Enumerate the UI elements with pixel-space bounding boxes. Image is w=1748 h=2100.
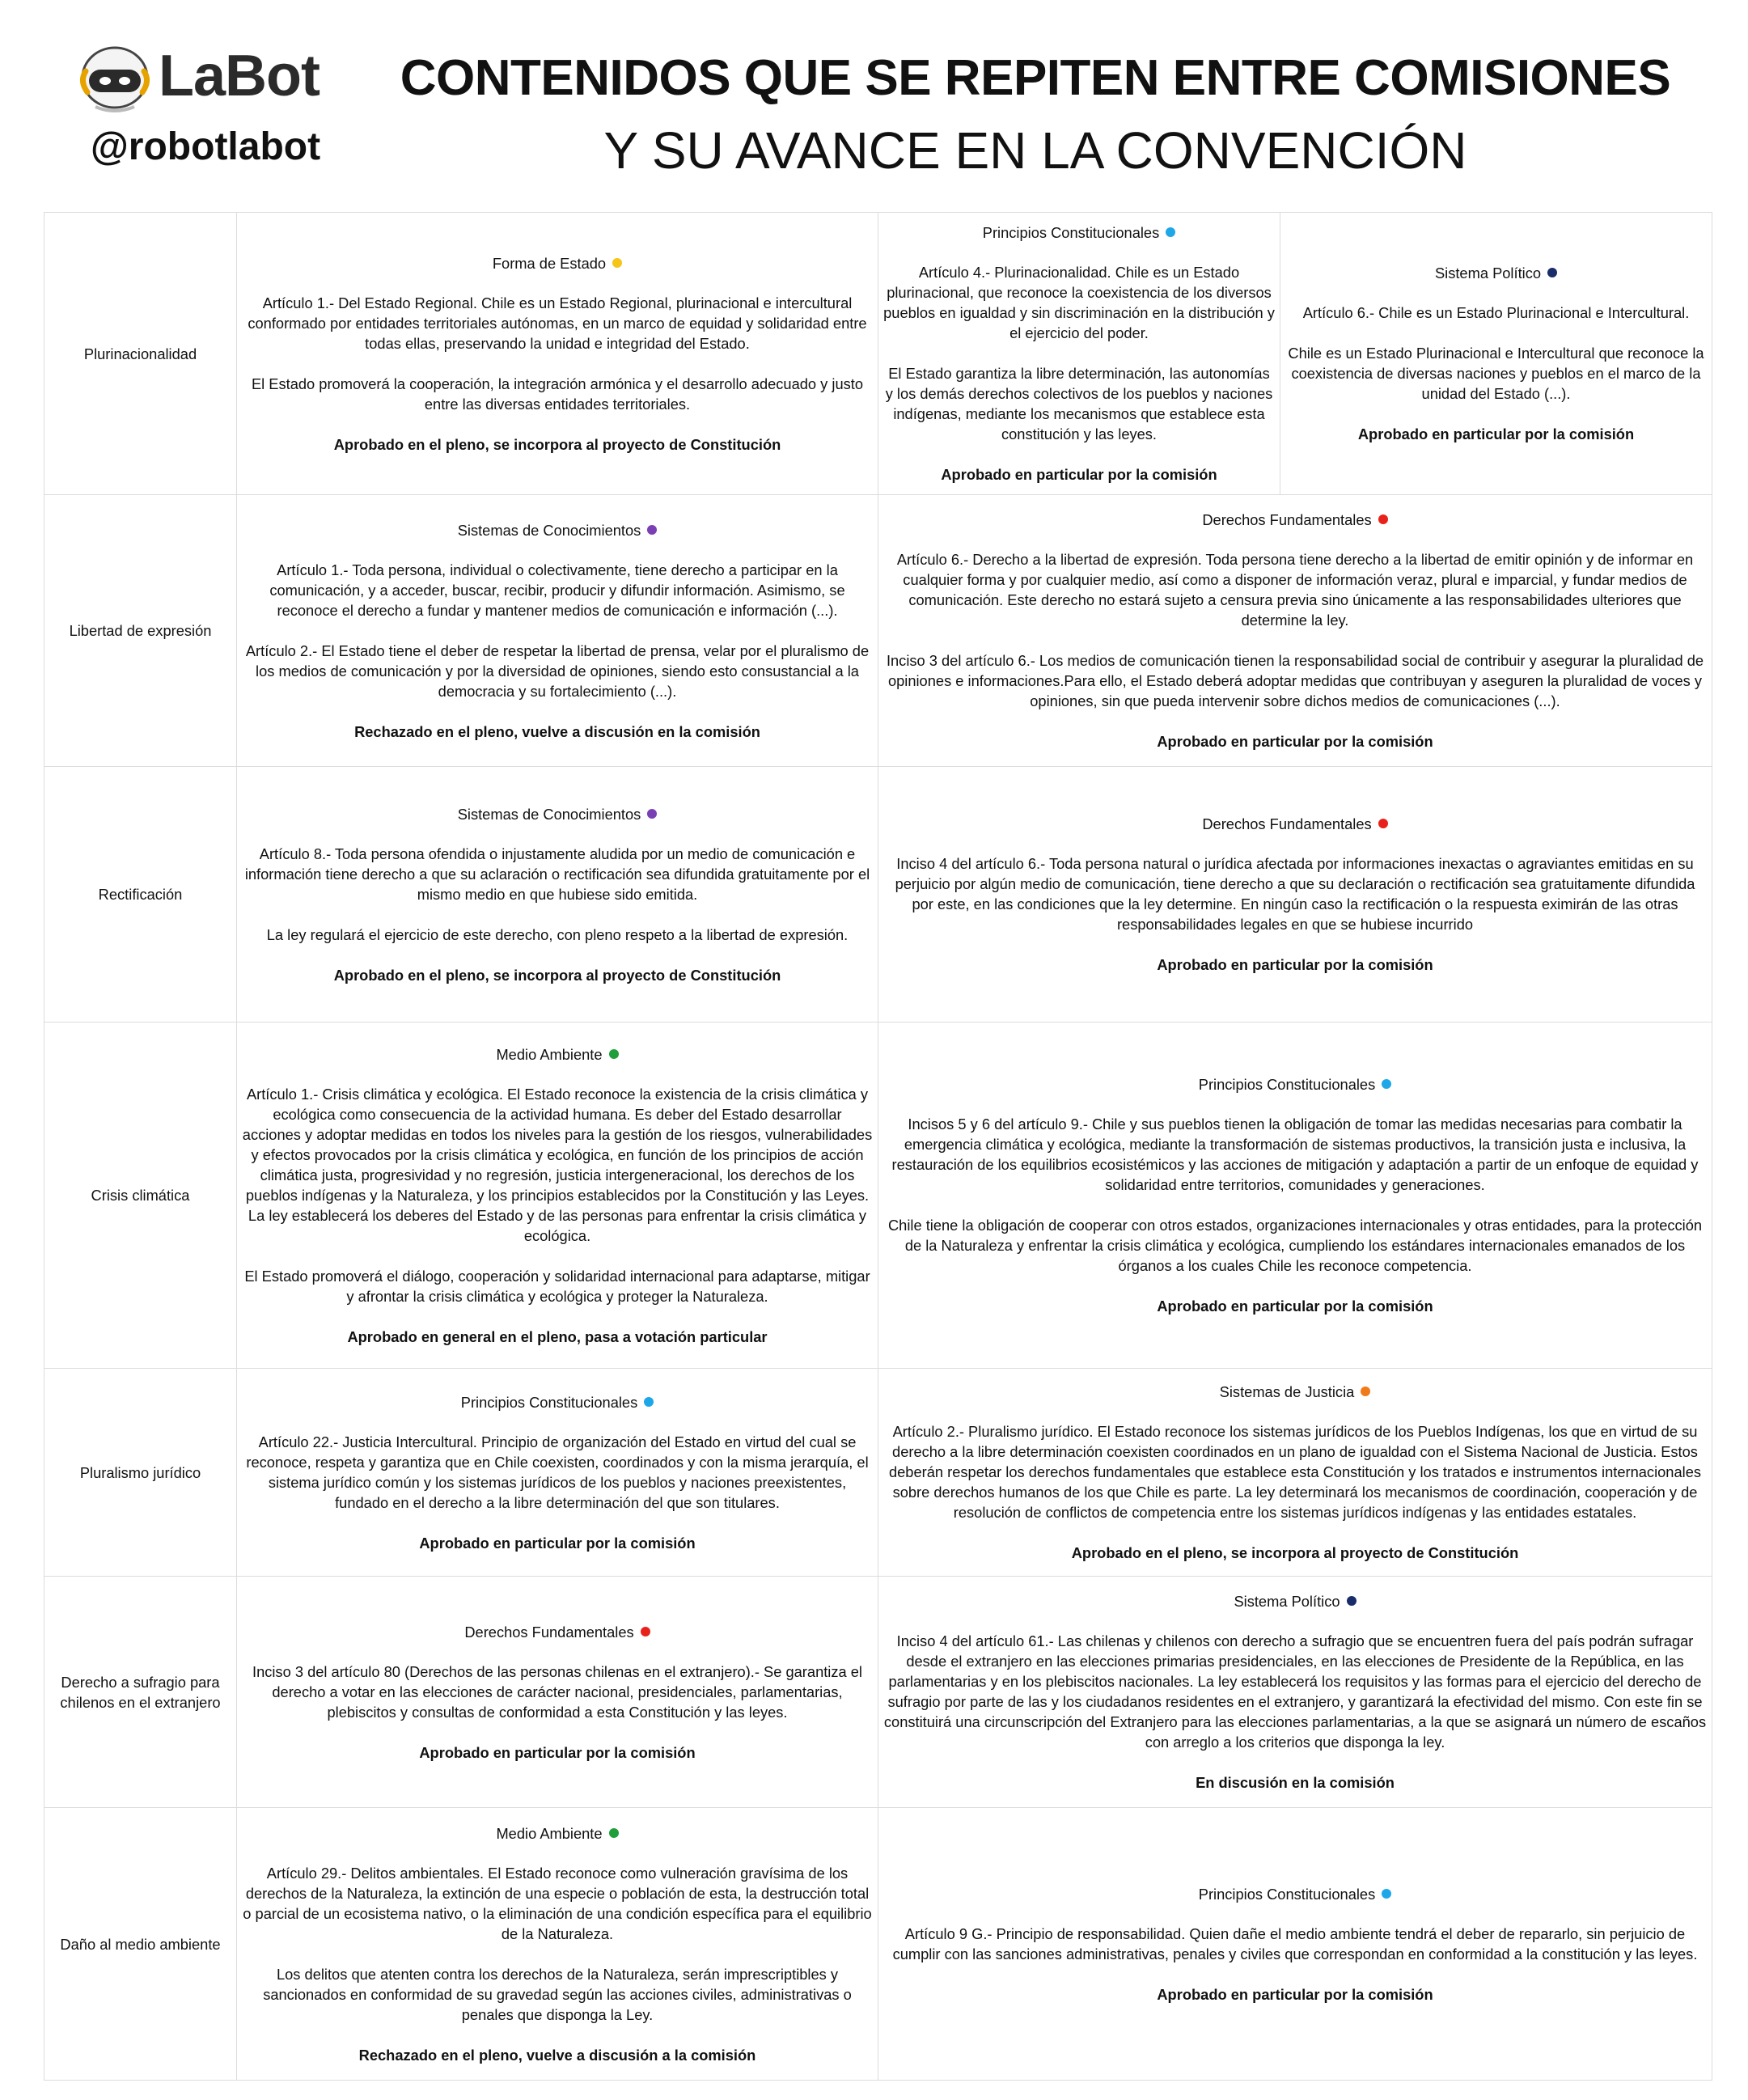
article-text: Los delitos que atenten contra los derechos de la Naturaleza, serán imprescriptibles y sancionados en conformidad de su gravedad según las acciones civiles, administrativas o penales que disponga la Ley.: [263, 1965, 852, 2023]
commission-name: Derechos Fundamentales: [464, 1623, 634, 1641]
article-text: Inciso 4 del artículo 61.- Las chilenas y chilenos con derecho a sufragio que se encuentren fuera del país podrán sufragar desde el extranjero en las elecciones primarias presidenciales, en las elecciones de Presidente de la República, en las parlamentarias y en los plebiscitos nacionales. La ley establecerá los requisitos y las formas para el ejercicio del derecho de sufragio por parte de las y los ciudadanos residentes en el extranjero, y garantizará la efectividad del mismo. Con este fin se constituirá una circunscripción del Extranjero para las elecciones parlamentarias, a la que se asignará un número de escaños con arreglo a los criterios que disponga la ley.: [883, 1632, 1707, 1751]
commission-heading: [242, 253, 873, 273]
page-subtitle: Y SU AVANCE EN LA CONVENCIÓN: [603, 121, 1467, 180]
article-text: Inciso 4 del artículo 6.- Toda persona natural o jurídica afectada por informaciones inexactas o agraviantes emitidas en su perjuicio por algún medio de comunicación, tiene derecho a que su declaración o rectificación sea gratuitamente difundida por este, en las condiciones que la ley determine. En ningún caso la rectificación o la respuesta eximirán de las otras responsabilidades legales en que se hubiese incurrido: [895, 855, 1695, 933]
status-label: Aprobado en particular por la comisión: [1157, 1985, 1433, 2003]
commission-dot-icon: [647, 809, 657, 819]
article-text: Artículo 2.- El Estado tiene el deber de respetar la libertad de prensa, velar por el pluralismo de los medios de comunicación y por la diversidad de opiniones, siendo esto consustancial a la democracia y su fortalecimiento (...).: [245, 641, 870, 700]
labot-logo: [71, 40, 330, 182]
table-row: [44, 1369, 1712, 1577]
article-text: El Estado promoverá el diálogo, cooperación y solidaridad internacional para adaptarse, mitigar y afrontar la crisis climática y ecológica y proteger la Naturaleza.: [244, 1267, 870, 1305]
paragraph-spacer: [242, 620, 873, 641]
article-cell: [878, 213, 1280, 495]
commission-name: Derechos Fundamentales: [1202, 815, 1372, 832]
commission-heading: [883, 222, 1275, 243]
commission-dot-icon: [609, 1828, 619, 1838]
topic-cell: Pluralismo jurídico: [44, 1369, 237, 1577]
commission-heading: [883, 1074, 1707, 1094]
article-cell: [878, 1577, 1712, 1808]
topic-cell: Daño al medio ambiente: [44, 1808, 237, 2081]
status-label: Aprobado en particular por la comisión: [1157, 733, 1433, 750]
commission-heading: [242, 1622, 873, 1642]
commission-name: Sistemas de Justicia: [1219, 1383, 1355, 1400]
commission-name: Sistemas de Conocimientos: [457, 521, 641, 539]
commission-name: Principios Constitucionales: [982, 224, 1160, 241]
article-text: Artículo 1.- Toda persona, individual o colectivamente, tiene derecho a participar en la comunicación, y a acceder, buscar, recibir, producir y difundir información. Asimismo, se reconoce el derecho a fundar y mantener medios de comunicación e información (...).: [269, 561, 845, 619]
paragraph-spacer: [242, 1944, 873, 1964]
article-text: Inciso 3 del artículo 80 (Derechos de las personas chilenas en el extranjero).- Se garantiza el derecho a votar en las elecciones de carácter nacional, presidenciales, parlamentarias, plebiscitos y consultas de conformidad a esta Constitución y las leyes.: [252, 1662, 862, 1721]
article-text: Artículo 6.- Derecho a la libertad de expresión. Toda persona tiene derecho a la libertad de emitir opinión y de informar en cualquier forma y por cualquier medio, así como a disponer de información veraz, plural e imparcial, y fundar medios de comunicación. Este derecho no estará sujeto a censura previa sino únicamente a las responsabilidades ulteriores que determine la ley.: [896, 551, 1694, 629]
status-label: Rechazado en el pleno, vuelve a discusión a la comisión: [358, 2046, 756, 2064]
topic-cell: Libertad de expresión: [44, 495, 237, 767]
commission-dot-icon: [1547, 268, 1557, 277]
table-row: [44, 1577, 1712, 1808]
status-label: Aprobado en el pleno, se incorpora al proyecto de Constitución: [1071, 1544, 1519, 1561]
commission-dot-icon: [612, 258, 622, 268]
article-cell: [237, 495, 878, 767]
commission-dot-icon: [1166, 227, 1175, 237]
article-text: Chile tiene la obligación de cooperar con otros estados, organizaciones internacionales y otras entidades, para la protección de la Naturaleza y enfrentar la crisis climática y ecológica, cumpliendo los estándares internacionales emanados de los órganos a los cuales Chile les reconoce competencia.: [887, 1217, 1703, 1274]
commission-dot-icon: [641, 1627, 650, 1636]
article-text: Artículo 2.- Pluralismo jurídico. El Estado reconoce los sistemas jurídicos de los Pueblos Indígenas, los que en virtud de su derecho a la libre determinación coexisten coordinados en un plano de igualdad con el Sistema Nacional de Justicia. Estos deberán respetar los derechos fundamentales que establece esta Constitución y los tratados e instrumentos internacionales sobre derechos humanos de los que Chile es parte. La ley determinará los mecanismos de coordinación, cooperación y de resolución de conflictos de competencia entre los sistemas jurídicos indígenas y las entidades estatales.: [888, 1423, 1702, 1521]
article-text: El Estado promoverá la cooperación, la integración armónica y el desarrollo adecuado y justo entre las diversas entidades territoriales.: [251, 375, 864, 413]
commission-heading: [883, 1884, 1707, 1904]
status-label: Aprobado en particular por la comisión: [941, 466, 1217, 483]
commission-name: Forma de Estado: [492, 254, 607, 272]
article-text: Inciso 3 del artículo 6.- Los medios de comunicación tienen la responsabilidad social de contribuir y asegurar la pluralidad de opiniones e informaciones.Para ello, el Estado deberá adoptar medidas que contribuyan y aseguren la pluralidad de voces y opiniones, sin que pueda intervenir sobre dichos medios de comunicaciones (...).: [886, 652, 1704, 709]
status-label: En discusión en la comisión: [1196, 1774, 1395, 1791]
topic-cell: Derecho a sufragio para chilenos en el extranjero: [44, 1577, 237, 1808]
commission-name: Medio Ambiente: [496, 1824, 603, 1842]
article-cell: [237, 1808, 878, 2081]
commission-dot-icon: [1382, 1079, 1391, 1089]
logo-text: LaBot: [159, 44, 320, 108]
commission-name: Medio Ambiente: [496, 1045, 603, 1063]
article-text: El Estado garantiza la libre determinación, las autonomías y los demás derechos colectivos de los pueblos y naciones indígenas, mediante los mecanismos que establece esta constitución y las leyes.: [885, 365, 1273, 442]
commission-name: Principios Constitucionales: [1198, 1885, 1376, 1903]
commission-heading: [883, 814, 1707, 834]
paragraph-spacer: [883, 1195, 1707, 1215]
table-row: [44, 213, 1712, 495]
article-cell: [878, 495, 1712, 767]
table-row: [44, 767, 1712, 1022]
paragraph-spacer: [242, 354, 873, 374]
article-cell: [237, 1022, 878, 1369]
article-text: Artículo 6.- Chile es un Estado Plurinacional e Intercultural.: [1302, 304, 1690, 321]
commission-dot-icon: [1347, 1596, 1356, 1606]
commission-heading: [242, 1392, 873, 1412]
article-text: La ley regulará el ejercicio de este derecho, con pleno respeto a la libertad de expresión.: [266, 925, 849, 943]
paragraph-spacer: [883, 343, 1275, 363]
status-label: Aprobado en el pleno, se incorpora al proyecto de Constitución: [333, 966, 781, 984]
table-row: [44, 495, 1712, 767]
commission-heading: [883, 510, 1707, 530]
article-text: Artículo 1.- Crisis climática y ecológica. El Estado reconoce la existencia de la crisis climática y ecológica como consecuencia de la actividad humana. Es deber del Estado desarrollar acciones y adoptar medidas en todos los niveles para la gestión de los riesgos, vulnerabilidades y efectos provocados por la crisis climática y ecológica, en función de los principios de acción climática justa, progresividad y no regresión, justicia intergeneracional, los derechos de los pueblos indígenas y la Naturaleza, y los principios establecidos por la Constitución y las Leyes. La ley establecerá los deberes del Estado y de las personas para enfrentar la crisis climática y ecológica.: [242, 1085, 873, 1244]
table-row: [44, 1022, 1712, 1369]
paragraph-spacer: [242, 904, 873, 925]
page-title: CONTENIDOS QUE SE REPITEN ENTRE COMISIONES: [400, 50, 1671, 106]
article-text: Artículo 22.- Justicia Intercultural. Principio de organización del Estado en virtud del cual se reconoce, respeta y garantiza que en Chile coexisten, coordinados y con la misma jerarquía, el sistema jurídico común y los sistemas jurídicos de los pueblos y naciones preexistentes, fundado en el derecho a la libre determinación del que son titulares.: [246, 1433, 869, 1511]
status-label: Aprobado en particular por la comisión: [1357, 426, 1635, 442]
topic-cell: Crisis climática: [44, 1022, 237, 1369]
article-cell: [237, 213, 878, 495]
commission-name: Derechos Fundamentales: [1202, 511, 1372, 528]
table-row: [44, 1808, 1712, 2081]
commission-dot-icon: [609, 1049, 619, 1059]
article-cell: [237, 767, 878, 1022]
topic-cell: Rectificación: [44, 767, 237, 1022]
article-cell: [878, 767, 1712, 1022]
commission-heading: [242, 520, 873, 540]
commission-name: Sistema Político: [1434, 265, 1542, 282]
article-cell: [878, 1808, 1712, 2081]
article-text: Artículo 1.- Del Estado Regional. Chile es un Estado Regional, plurinacional e intercultural conformado por entidades territoriales autónomas, en un marco de equidad y solidaridad entre todas ellas, preservando la unidad e integridad del Estado.: [248, 294, 867, 352]
article-cell: [878, 1022, 1712, 1369]
article-text: Artículo 8.- Toda persona ofendida o injustamente aludida por un medio de comunicación e información tiene derecho a que su aclaración o rectificación sea difundida gratuitamente por el mismo medio en que hubiese sido emitida.: [244, 845, 870, 903]
status-label: Aprobado en particular por la comisión: [1157, 956, 1433, 973]
page-header: [0, 0, 1748, 206]
topic-cell: Plurinacionalidad: [44, 213, 237, 495]
status-label: Aprobado en general en el pleno, pasa a votación particular: [347, 1327, 768, 1345]
commission-dot-icon: [1378, 514, 1388, 524]
article-text: Artículo 9 G.- Principio de responsabilidad. Quien dañe el medio ambiente tendrá el deber de repararlo, sin perjuicio de cumplir con las sanciones administrativas, penales y civiles que correspondan en conformidad a la constitución y las leyes.: [892, 1924, 1698, 1962]
status-label: Aprobado en particular por la comisión: [419, 1743, 696, 1761]
article-text: Chile es un Estado Plurinacional e Intercultural que reconoce la coexistencia de diversas naciones y pueblos en el marco de la unidad del Estado (...).: [1288, 345, 1704, 402]
status-label: Aprobado en el pleno, se incorpora al proyecto de Constitución: [333, 435, 781, 453]
commission-heading: [883, 1591, 1707, 1611]
article-cell: [237, 1577, 878, 1808]
status-label: Aprobado en particular por la comisión: [1157, 1298, 1433, 1315]
status-label: Aprobado en particular por la comisión: [419, 1534, 696, 1552]
commission-heading: [883, 1382, 1707, 1402]
article-text: Incisos 5 y 6 del artículo 9.- Chile y sus pueblos tienen la obligación de tomar las medidas necesarias para combatir la emergencia climática y ecológica, mediante la transformación de sistemas productivos, la transición justa e inclusiva, la restauración de los equilibrios ecosistémicos y las acciones de mitigación y adaptación a partir de un enfoque de equidad y solidaridad entre territorios, comunidades y generaciones.: [891, 1116, 1699, 1193]
paragraph-spacer: [1285, 323, 1707, 343]
twitter-handle: @robotlabot: [91, 125, 321, 168]
article-cell: [878, 1369, 1712, 1577]
commission-dot-icon: [1382, 1889, 1391, 1899]
article-cell: [237, 1369, 878, 1577]
commission-heading: [1285, 263, 1707, 283]
commission-name: Sistema Político: [1234, 1593, 1340, 1610]
comparison-table: [44, 212, 1712, 2081]
commission-heading: [242, 1823, 873, 1844]
article-cell: [1280, 213, 1712, 495]
commission-heading: [242, 1044, 873, 1065]
paragraph-spacer: [883, 630, 1707, 650]
robot-icon: [71, 40, 156, 121]
commission-dot-icon: [644, 1397, 654, 1407]
commission-name: Sistemas de Conocimientos: [457, 805, 641, 823]
paragraph-spacer: [242, 1246, 873, 1266]
commission-dot-icon: [1361, 1387, 1370, 1396]
article-text: Artículo 29.- Delitos ambientales. El Estado reconoce como vulneración gravísima de los derechos de la Naturaleza, la extinción de una especie o población de esta, la destrucción total o parcial de un ecosistema nativo, o la eliminación de una condición específica para el equilibrio de la Naturaleza.: [243, 1864, 872, 1942]
commission-name: Principios Constitucionales: [460, 1393, 638, 1411]
commission-dot-icon: [1378, 819, 1388, 828]
commission-heading: [242, 804, 873, 824]
commission-name: Principios Constitucionales: [1198, 1076, 1376, 1093]
commission-dot-icon: [647, 525, 657, 535]
status-label: Rechazado en el pleno, vuelve a discusión en la comisión: [354, 722, 760, 740]
article-text: Artículo 4.- Plurinacionalidad. Chile es un Estado plurinacional, que reconoce la coexistencia de los diversos pueblos en igualdad y sin discriminación en la distribución y el ejercicio del poder.: [883, 264, 1275, 341]
